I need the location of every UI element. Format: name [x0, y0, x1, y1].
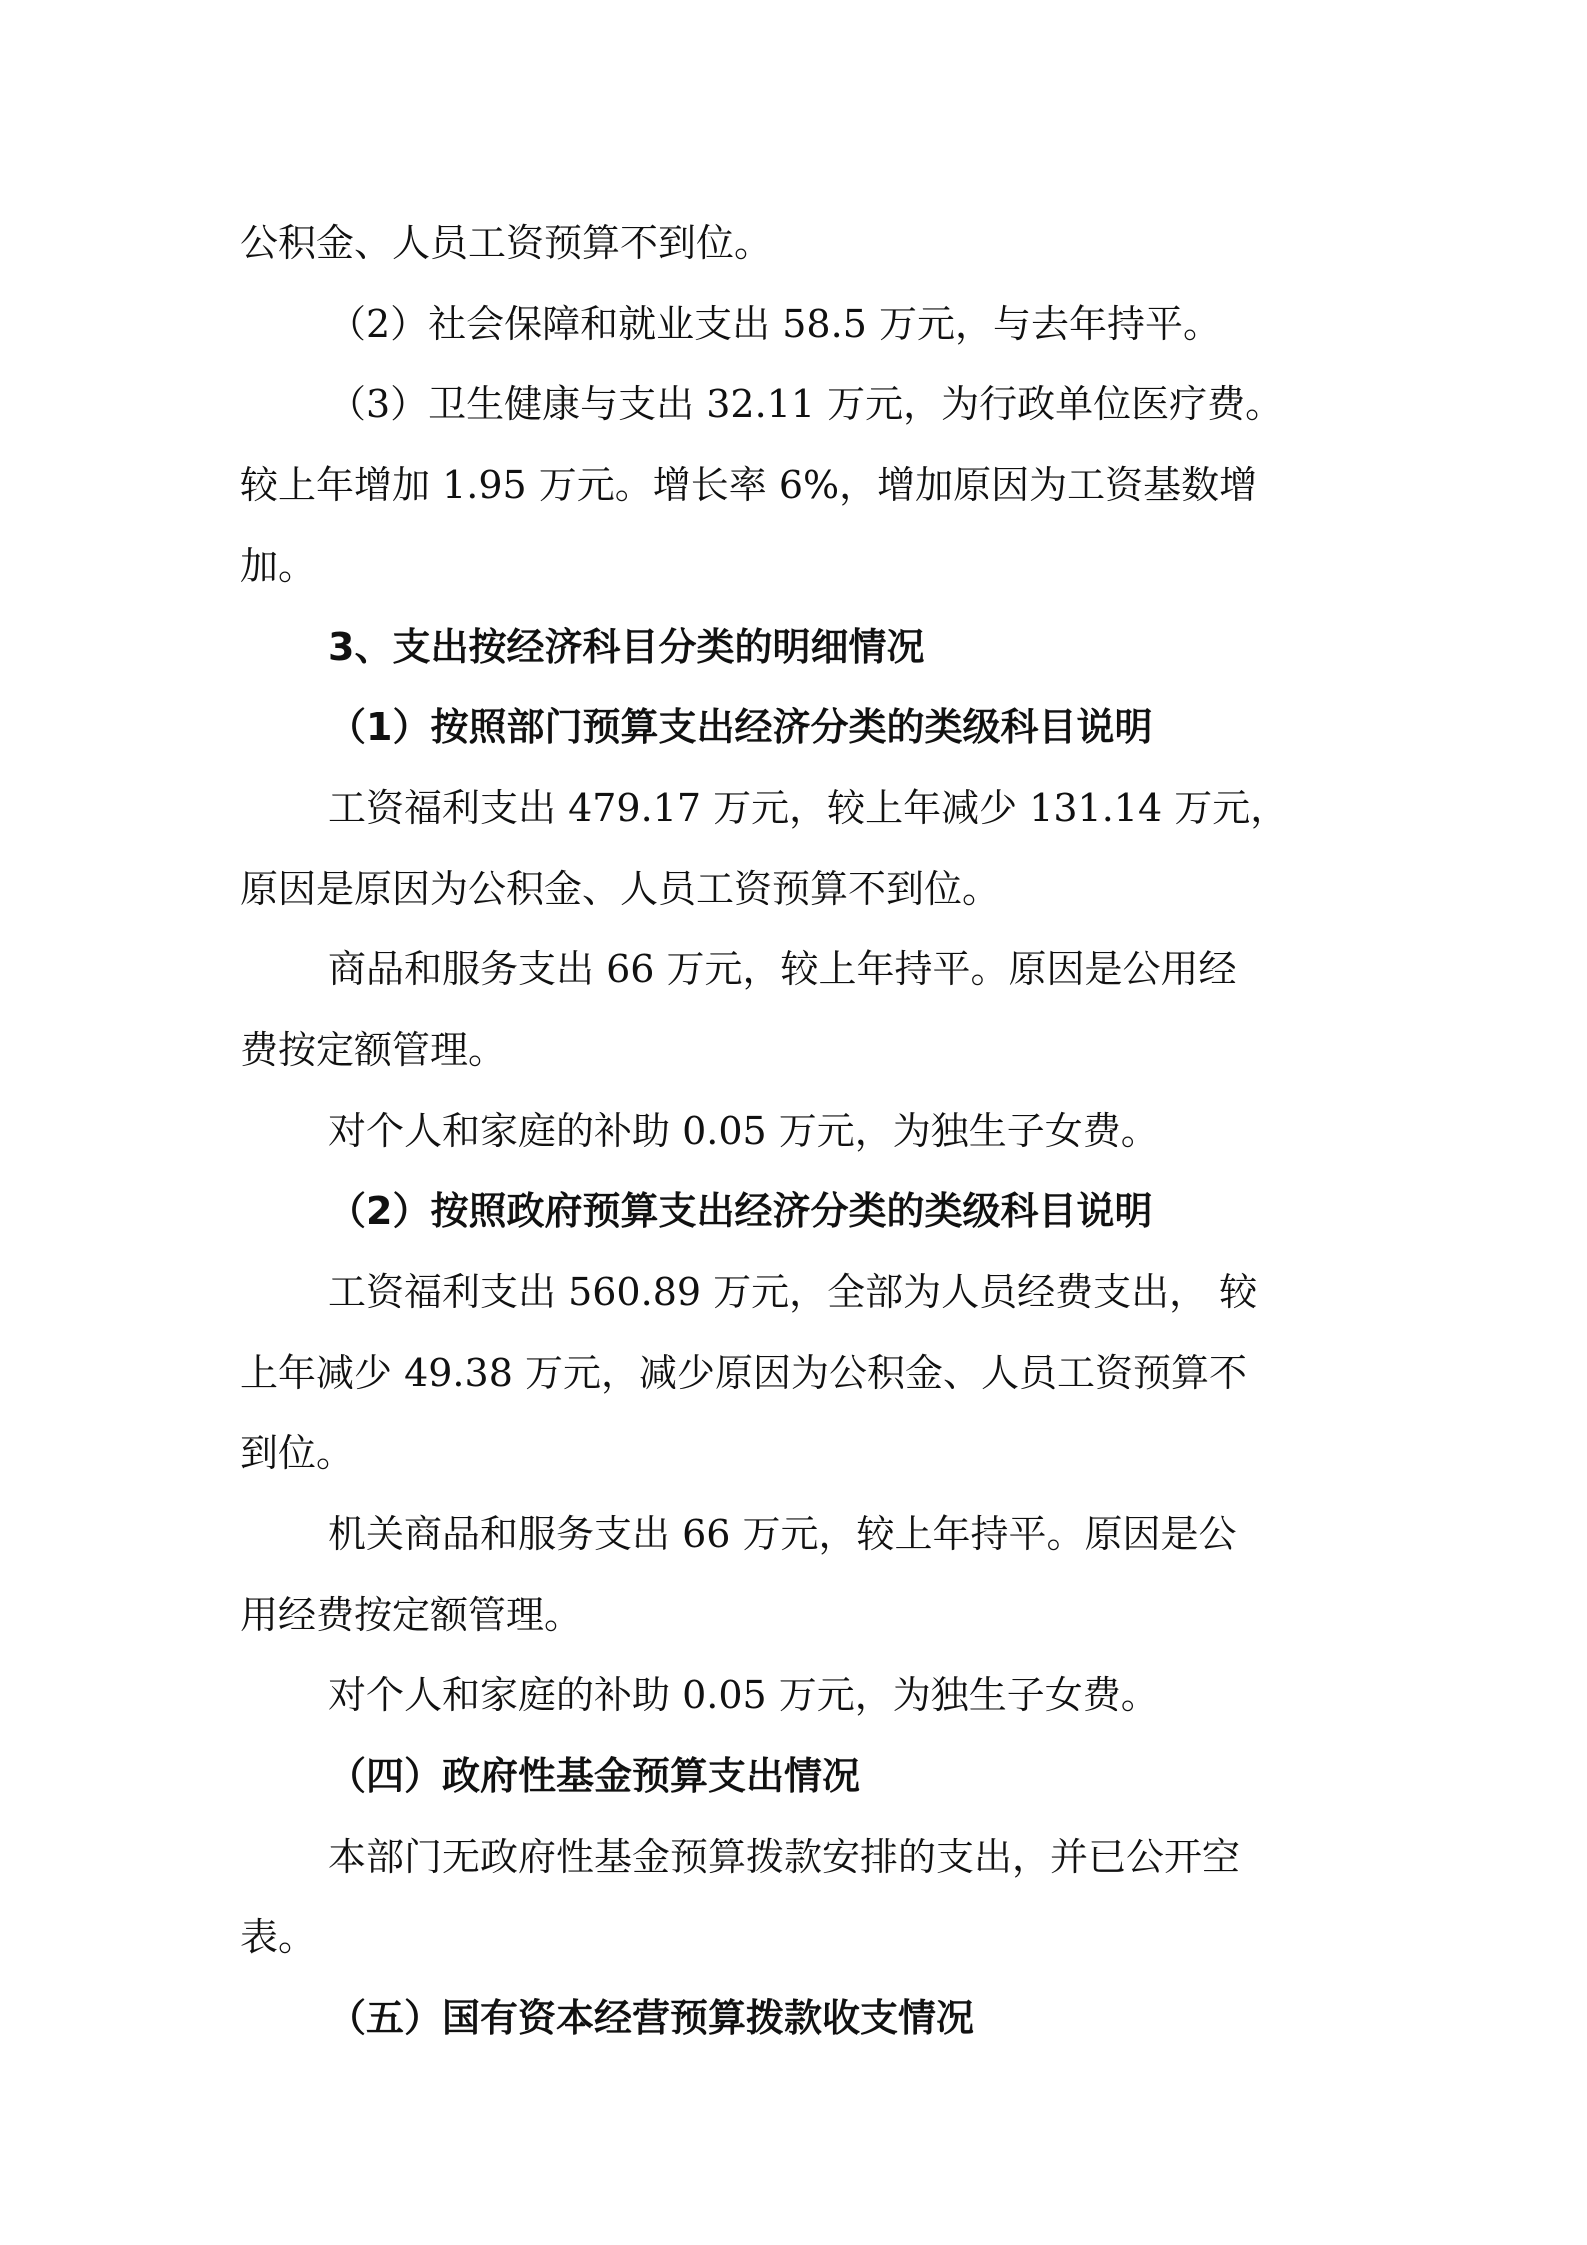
subsection-heading: （1）按照部门预算支出经济分类的类级科目说明: [328, 705, 1153, 749]
paragraph-line: 对个人和家庭的补助 0.05 万元，为独生子女费。: [328, 1673, 1159, 1717]
paragraph-line: 上年减少 49.38 万元，减少原因为公积金、人员工资预算不: [240, 1351, 1247, 1395]
paragraph-line: 工资福利支出 479.17 万元，较上年减少 131.14 万元，: [328, 786, 1289, 830]
paragraph-line: （3）卫生健康与支出 32.11 万元，为行政单位医疗费。: [328, 382, 1284, 426]
paragraph-line: 费按定额管理。: [240, 1028, 507, 1072]
paragraph-line: 对个人和家庭的补助 0.05 万元，为独生子女费。: [328, 1109, 1159, 1153]
paragraph-line: 工资福利支出 560.89 万元，全部为人员经费支出， 较: [328, 1270, 1258, 1314]
paragraph-line: （2）社会保障和就业支出 58.5 万元，与去年持平。: [328, 302, 1221, 346]
paragraph-line: 较上年增加 1.95 万元。增长率 6%，增加原因为工资基数增: [240, 463, 1258, 507]
paragraph-line: 商品和服务支出 66 万元，较上年持平。原因是公用经: [328, 947, 1237, 991]
paragraph-line: 本部门无政府性基金预算拨款安排的支出，并已公开空: [328, 1835, 1241, 1879]
paragraph-line: 机关商品和服务支出 66 万元，较上年持平。原因是公: [328, 1512, 1237, 1556]
paragraph-line: 公积金、人员工资预算不到位。: [240, 221, 773, 265]
paragraph-line: 用经费按定额管理。: [240, 1593, 583, 1637]
paragraph-line: 加。: [240, 544, 317, 588]
section-heading: （五）国有资本经营预算拨款收支情况: [328, 1996, 975, 2040]
section-heading: （四）政府性基金预算支出情况: [328, 1754, 861, 1798]
paragraph-line: 表。: [240, 1915, 317, 1959]
paragraph-line: 原因是原因为公积金、人员工资预算不到位。: [240, 867, 1001, 911]
paragraph-line: 到位。: [240, 1431, 355, 1475]
subsection-heading: （2）按照政府预算支出经济分类的类级科目说明: [328, 1189, 1153, 1233]
section-heading: 3、支出按经济科目分类的明细情况: [328, 625, 925, 669]
